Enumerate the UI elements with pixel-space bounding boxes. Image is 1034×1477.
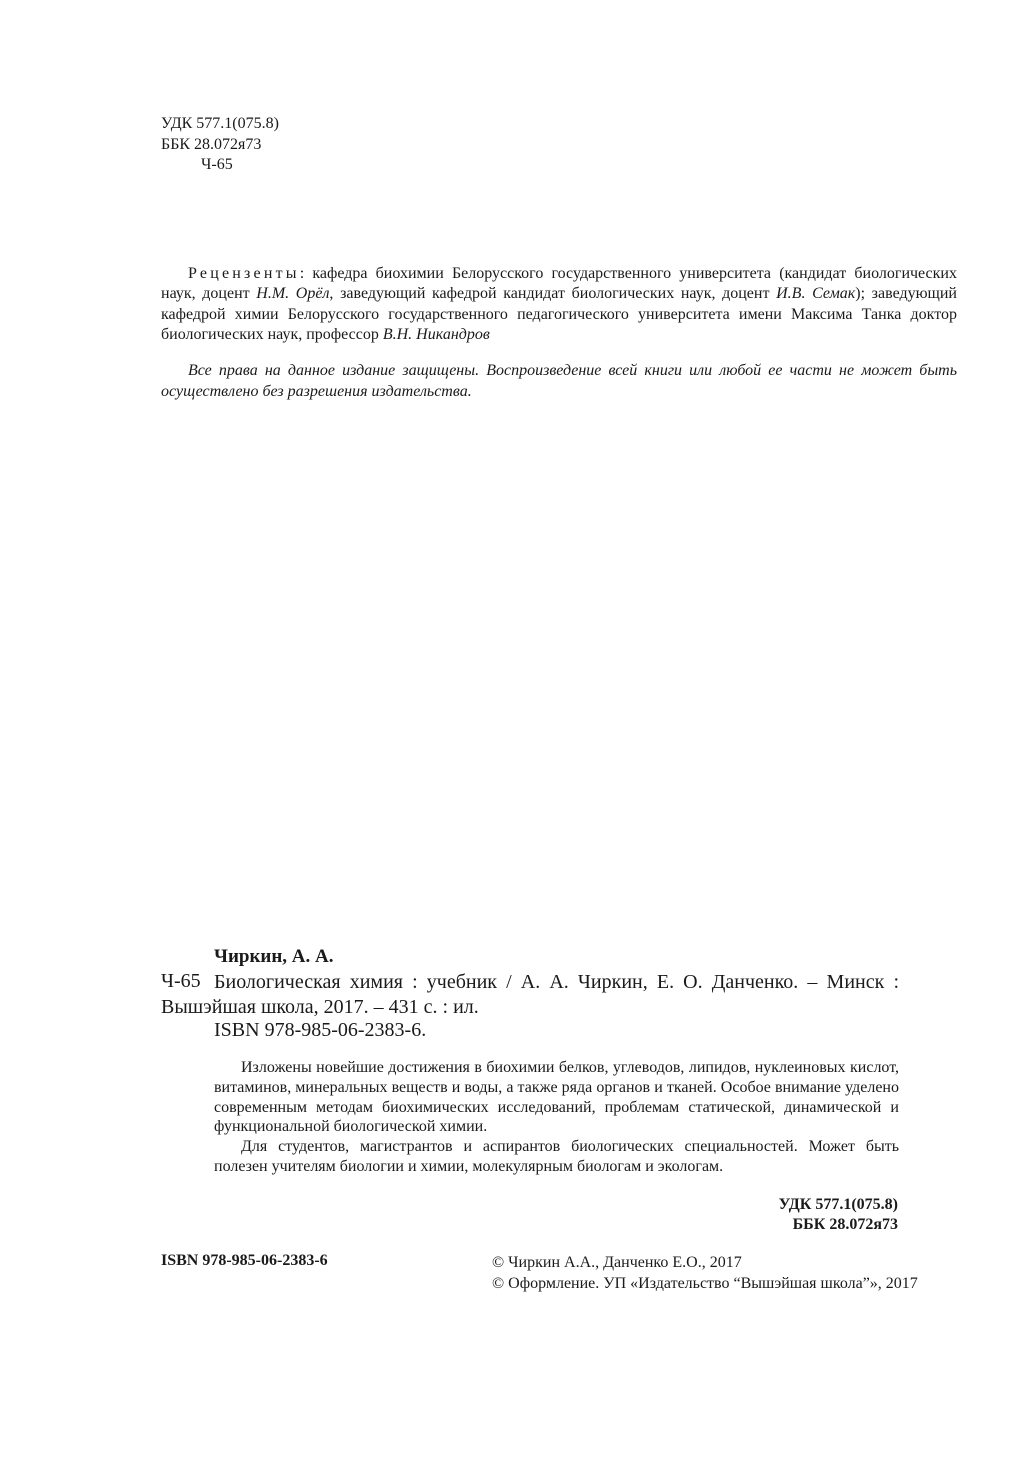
annotation: [214, 1058, 899, 1177]
top-classification-block: [161, 114, 279, 176]
isbn-number: ISBN 978-985-06-2383-6: [161, 1252, 328, 1269]
bottom-bbk-code: ББК 28.072я73: [792, 1216, 898, 1233]
annotation-paragraph-1: Изложены новейшие достижения в биохимии белков, углеводов, липидов, нуклеиновых кислот, витаминов, минеральных веществ и воды, а также ряда органов и тканей. Особое внимание уделено современным методам биохимических исследований, проблемам статической, динамической и функциональной биологической химии.: [214, 1059, 899, 1136]
catalog-code: Ч-65: [161, 970, 201, 992]
bottom-classification-block: [700, 1195, 898, 1235]
copyright-design: © Оформление. УП «Издательство “Вышэйшая школа”», 2017: [492, 1275, 918, 1292]
reviewers-mid-1: , заведующий кафедрой кандидат биологических наук, доцент: [329, 285, 777, 303]
bbk-code: ББК 28.072я73: [161, 135, 262, 153]
reviewers-label: Рецензенты: [188, 265, 300, 282]
author-sign: Ч-65: [201, 156, 233, 173]
udk-code: УДК 577.1(075.8): [161, 115, 279, 132]
reviewers-paragraph: [161, 264, 957, 346]
bottom-udk-code: УДК 577.1(075.8): [778, 1196, 898, 1213]
reviewers-intro: : кафедра биохимии Белорусского государственного университета (кандидат биологических наук, доцент: [161, 265, 957, 303]
catalog-author: Чиркин, А. А.: [214, 946, 334, 967]
annotation-paragraph-2: Для студентов, магистрантов и аспирантов биологических специальностей. Может быть полезен учителям биологии и химии, молекулярным биологам и экологам.: [214, 1138, 899, 1175]
reviewers-mid-2: ); заведующий кафедрой химии Белорусского государственного педагогического университета имени Максима Танка доктор биологических наук, профессор: [161, 285, 957, 344]
copyright-authors: © Чиркин А.А., Данченко Е.О., 2017: [492, 1254, 742, 1271]
catalog-isbn: ISBN 978-985-06-2383-6.: [214, 1019, 427, 1041]
reviewer-name-1: Н.М. Орёл: [256, 285, 330, 303]
reviewer-name-2: И.В. Семак: [776, 285, 856, 303]
rights-notice: Все права на данное издание защищены. Воспроизведение всей книги или любой ее части не может быть осуществлено без разрешения издательства.: [161, 362, 957, 400]
catalog-description: Биологическая химия : учебник / А. А. Чиркин, Е. О. Данченко. – Минск : Вышэйшая школа, 2017. – 431 с. : ил.: [161, 971, 899, 1018]
reviewer-name-3: В.Н. Никандров: [382, 326, 490, 344]
copyright-block: [492, 1252, 918, 1294]
